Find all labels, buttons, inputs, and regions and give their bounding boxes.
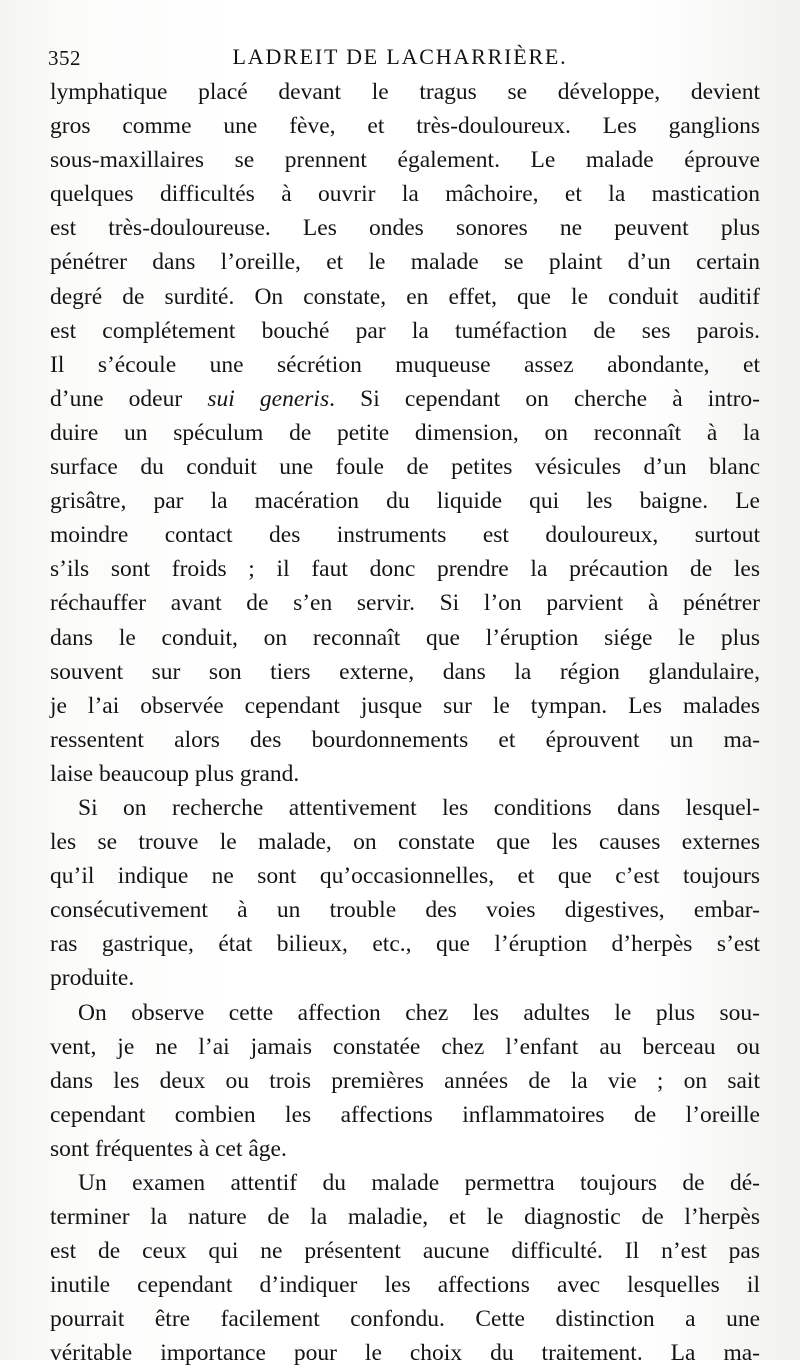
paragraph-3 xyxy=(50,996,760,1166)
text-line: sont fréquentes à cet âge. xyxy=(50,1135,287,1162)
text-line: véritable importance pour le choix du traitement. La ma- xyxy=(50,1340,760,1367)
text-line: surface du conduit une foule de petites vésicules d’un blanc xyxy=(50,454,760,481)
text-line: ressentent alors des bourdonnements et éprouvent un ma- xyxy=(50,726,760,753)
text-line: réchauffer avant de s’en servir. Si l’on parvient à pénétrer xyxy=(50,590,760,617)
italic-term: sui generis xyxy=(207,385,330,412)
text-line: quelques difficultés à ouvrir la mâchoire, et la mastication xyxy=(50,181,760,208)
text-line: s’ils sont froids ; il faut donc prendre la précaution de les xyxy=(50,556,760,583)
text-line: pénétrer dans l’oreille, et le malade se plaint d’un certain xyxy=(50,249,760,276)
text-line: qu’il indique ne sont qu’occasionnelles, et que c’est toujours xyxy=(50,863,760,890)
paragraph-4 xyxy=(50,1166,760,1371)
text-line: vent, je ne l’ai jamais constatée chez l’enfant au berceau ou xyxy=(50,1033,760,1060)
text-run: d’une odeur xyxy=(50,385,208,412)
text-line: Si on recherche attentivement les conditions dans lesquel- xyxy=(78,794,760,821)
text-line: moindre contact des instruments est douloureux, surtout xyxy=(50,522,760,549)
paragraph-2 xyxy=(50,791,760,996)
running-head: LADREIT DE LACHARRIÈRE. xyxy=(232,44,568,69)
text-line: grisâtre, par la macération du liquide qui les baigne. Le xyxy=(50,488,760,515)
text-line: dans les deux ou trois premières années de la vie ; on sait xyxy=(50,1067,760,1094)
text-line-with-italic xyxy=(50,382,760,416)
text-line: On observe cette affection chez les adultes le plus sou- xyxy=(78,999,760,1026)
text-run: . Si cependant on cherche à intro- xyxy=(329,385,761,412)
text-line: Un examen attentif du malade permettra toujours de dé- xyxy=(78,1170,760,1196)
text-line: gros comme une fève, et très-douloureux. Les ganglions xyxy=(50,113,760,140)
text-line: inutile cependant d’indiquer les affections avec lesquelles il xyxy=(50,1272,760,1299)
text-line: est très-douloureuse. Les ondes sonores ne peuvent plus xyxy=(50,215,760,242)
text-line: pourrait être facilement confondu. Cette distinction a une xyxy=(50,1306,760,1333)
text-line: les se trouve le malade, on constate que les causes externes xyxy=(50,829,760,856)
text-line: ras gastrique, état bilieux, etc., que l’éruption d’herpès s’est xyxy=(50,931,760,958)
text-line: terminer la nature de la maladie, et le diagnostic de l’herpès xyxy=(50,1204,760,1231)
text-line: lymphatique placé devant le tragus se développe, devient xyxy=(50,79,760,105)
text-line: souvent sur son tiers externe, dans la région glandulaire, xyxy=(50,658,760,685)
text-line: consécutivement à un trouble des voies digestives, embar- xyxy=(50,897,760,924)
text-line: Il s’écoule une sécrétion muqueuse assez abondante, et xyxy=(50,351,760,378)
text-body xyxy=(50,75,760,1371)
text-line: est complétement bouché par la tuméfaction de ses parois. xyxy=(50,317,760,344)
text-line: cependant combien les affections inflammatoires de l’oreille xyxy=(50,1101,760,1128)
text-line: je l’ai observée cependant jusque sur le tympan. Les malades xyxy=(50,692,760,719)
text-line: laise beaucoup plus grand. xyxy=(50,760,300,787)
text-line: duire un spéculum de petite dimension, on reconnaît à la xyxy=(50,419,760,446)
text-line: degré de surdité. On constate, en effet, que le conduit auditif xyxy=(50,283,760,310)
text-line: sous-maxillaires se prennent également. Le malade éprouve xyxy=(50,147,760,174)
text-line: dans le conduit, on reconnaît que l’éruption siége le plus xyxy=(50,624,760,651)
text-line: est de ceux qui ne présentent aucune difficulté. Il n’est pas xyxy=(50,1238,760,1265)
text-line: produite. xyxy=(50,965,135,992)
paragraph-1 xyxy=(50,75,760,791)
page-number: 352 xyxy=(48,46,81,70)
page-header xyxy=(48,40,752,74)
